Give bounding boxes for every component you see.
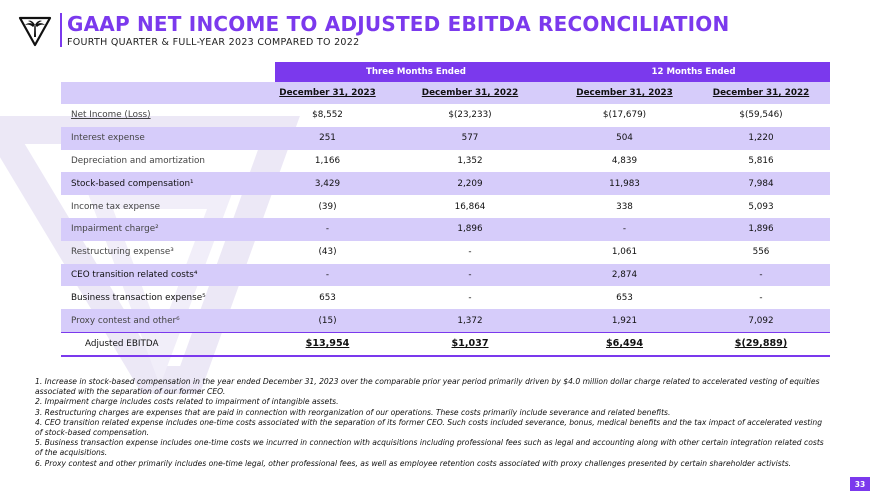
table-row bbox=[61, 218, 830, 241]
footnote: 2. Impairment charge includes costs related to impairment of intangible assets. bbox=[35, 397, 339, 407]
cell: 11,983 bbox=[609, 178, 640, 189]
page-subtitle: FOURTH QUARTER & FULL-YEAR 2023 COMPARED TO 2022 bbox=[67, 37, 360, 48]
table-row bbox=[61, 195, 830, 218]
row-label: Restructuring expense³ bbox=[71, 247, 174, 258]
cell: 1,352 bbox=[457, 155, 483, 166]
cell: $(59,546) bbox=[739, 110, 783, 121]
total-row bbox=[61, 332, 830, 357]
cell: 251 bbox=[319, 133, 336, 144]
cell: 1,921 bbox=[611, 315, 638, 326]
row-label: Stock-based compensation¹ bbox=[71, 178, 194, 189]
footnote: 5. Business transaction expense includes one-time costs we incurred in connection with acquisitions including professional fees such as legal and accounting along with other certain integration related costs of the acquisitions. bbox=[35, 438, 824, 458]
footnote: 4. CEO transition related expense includes one-time costs associated with the separation of its former CEO. Such costs included severance, bonus, medical benefits and the tax impact of accelerated vesting of stock-based compensation. bbox=[35, 417, 823, 438]
page-title: GAAP NET INCOME TO ADJUSTED EBITDA RECONCILIATION bbox=[67, 12, 730, 36]
column-group-header-row bbox=[61, 62, 830, 82]
cell: 5,093 bbox=[748, 201, 774, 212]
table-row bbox=[61, 127, 830, 150]
cell: - bbox=[325, 269, 330, 280]
cell: 1,166 bbox=[314, 155, 341, 166]
footnote: 3. Restructuring charges are expenses that are paid in connection with reorganization of our operations. These costs primarily include severance and related benefits. bbox=[35, 407, 671, 417]
row-label: Business transaction expense⁵ bbox=[71, 292, 206, 303]
cell: 2,209 bbox=[457, 178, 483, 189]
total-cell: $13,954 bbox=[305, 338, 350, 350]
palm-tree-shield-icon bbox=[18, 15, 52, 47]
total-cell: $1,037 bbox=[451, 338, 489, 350]
row-label: Impairment charge² bbox=[71, 224, 159, 235]
cell: - bbox=[622, 224, 627, 235]
cell: 653 bbox=[319, 292, 336, 303]
footnote: 6. Proxy contest and other primarily includes one-time legal, other professional fees, as well as employee retention costs associated with proxy challenges presented by certain shareholder activists. bbox=[35, 458, 792, 468]
cell: - bbox=[759, 292, 763, 303]
column-header: December 31, 2023 bbox=[279, 88, 376, 98]
column-header: December 31, 2022 bbox=[712, 88, 810, 98]
cell: (15) bbox=[318, 315, 337, 326]
reconciliation-table bbox=[61, 62, 830, 357]
cell: - bbox=[468, 269, 472, 280]
footnotes bbox=[35, 377, 825, 469]
cell: 1,372 bbox=[457, 315, 483, 326]
cell: 5,816 bbox=[748, 155, 774, 166]
group-header-twelve-months: 12 Months Ended bbox=[557, 62, 830, 82]
page-number: 33 bbox=[850, 477, 870, 491]
column-header: December 31, 2023 bbox=[576, 88, 673, 98]
cell: 1,061 bbox=[611, 247, 638, 258]
row-label: Net Income (Loss) bbox=[71, 110, 151, 121]
column-header: December 31, 2022 bbox=[421, 88, 519, 98]
cell: (43) bbox=[318, 247, 337, 258]
footnote: 1. Increase in stock-based compensation in the year ended December 31, 2023 over the comparable prior year period primarily driven by $4.0 million dollar charge related to accelerated vesting of equities associated with the separation of our former CEO. bbox=[35, 377, 820, 397]
cell: 338 bbox=[616, 201, 633, 212]
table-row bbox=[61, 241, 830, 264]
cell: - bbox=[759, 269, 763, 280]
table-row bbox=[61, 309, 830, 332]
cell: 1,896 bbox=[457, 224, 483, 235]
table-row bbox=[61, 286, 830, 309]
table-row bbox=[61, 150, 830, 173]
row-label: Depreciation and amortization bbox=[71, 155, 205, 166]
cell: 4,839 bbox=[611, 155, 638, 166]
cell: 16,864 bbox=[454, 201, 486, 212]
cell: 3,429 bbox=[314, 178, 341, 189]
cell: - bbox=[325, 224, 330, 235]
column-header-row bbox=[61, 82, 830, 104]
cell: 1,896 bbox=[748, 224, 774, 235]
cell: $(23,233) bbox=[448, 110, 492, 121]
cell: 1,220 bbox=[748, 133, 774, 144]
row-label: Proxy contest and other⁶ bbox=[71, 315, 180, 326]
cell: - bbox=[468, 292, 472, 303]
total-cell: $6,494 bbox=[605, 338, 644, 350]
table-row bbox=[61, 104, 830, 127]
total-label: Adjusted EBITDA bbox=[85, 338, 159, 349]
cell: 577 bbox=[461, 133, 479, 144]
row-label: Income tax expense bbox=[71, 201, 161, 212]
table-row bbox=[61, 264, 830, 287]
cell: $(17,679) bbox=[602, 110, 647, 121]
cell: 504 bbox=[616, 133, 633, 144]
cell: $8,552 bbox=[312, 110, 343, 121]
row-label: Interest expense bbox=[71, 133, 145, 144]
total-cell: $(29,889) bbox=[734, 338, 788, 350]
cell: 7,984 bbox=[748, 178, 774, 189]
table-row bbox=[61, 172, 830, 195]
cell: 7,092 bbox=[748, 315, 774, 326]
cell: 2,874 bbox=[611, 269, 638, 280]
group-header-three-months: Three Months Ended bbox=[275, 62, 557, 82]
title-divider bbox=[60, 13, 62, 47]
cell: (39) bbox=[318, 201, 337, 212]
row-label: CEO transition related costs⁴ bbox=[71, 269, 198, 280]
cell: 556 bbox=[752, 247, 770, 258]
cell: - bbox=[468, 247, 472, 258]
cell: 653 bbox=[616, 292, 633, 303]
